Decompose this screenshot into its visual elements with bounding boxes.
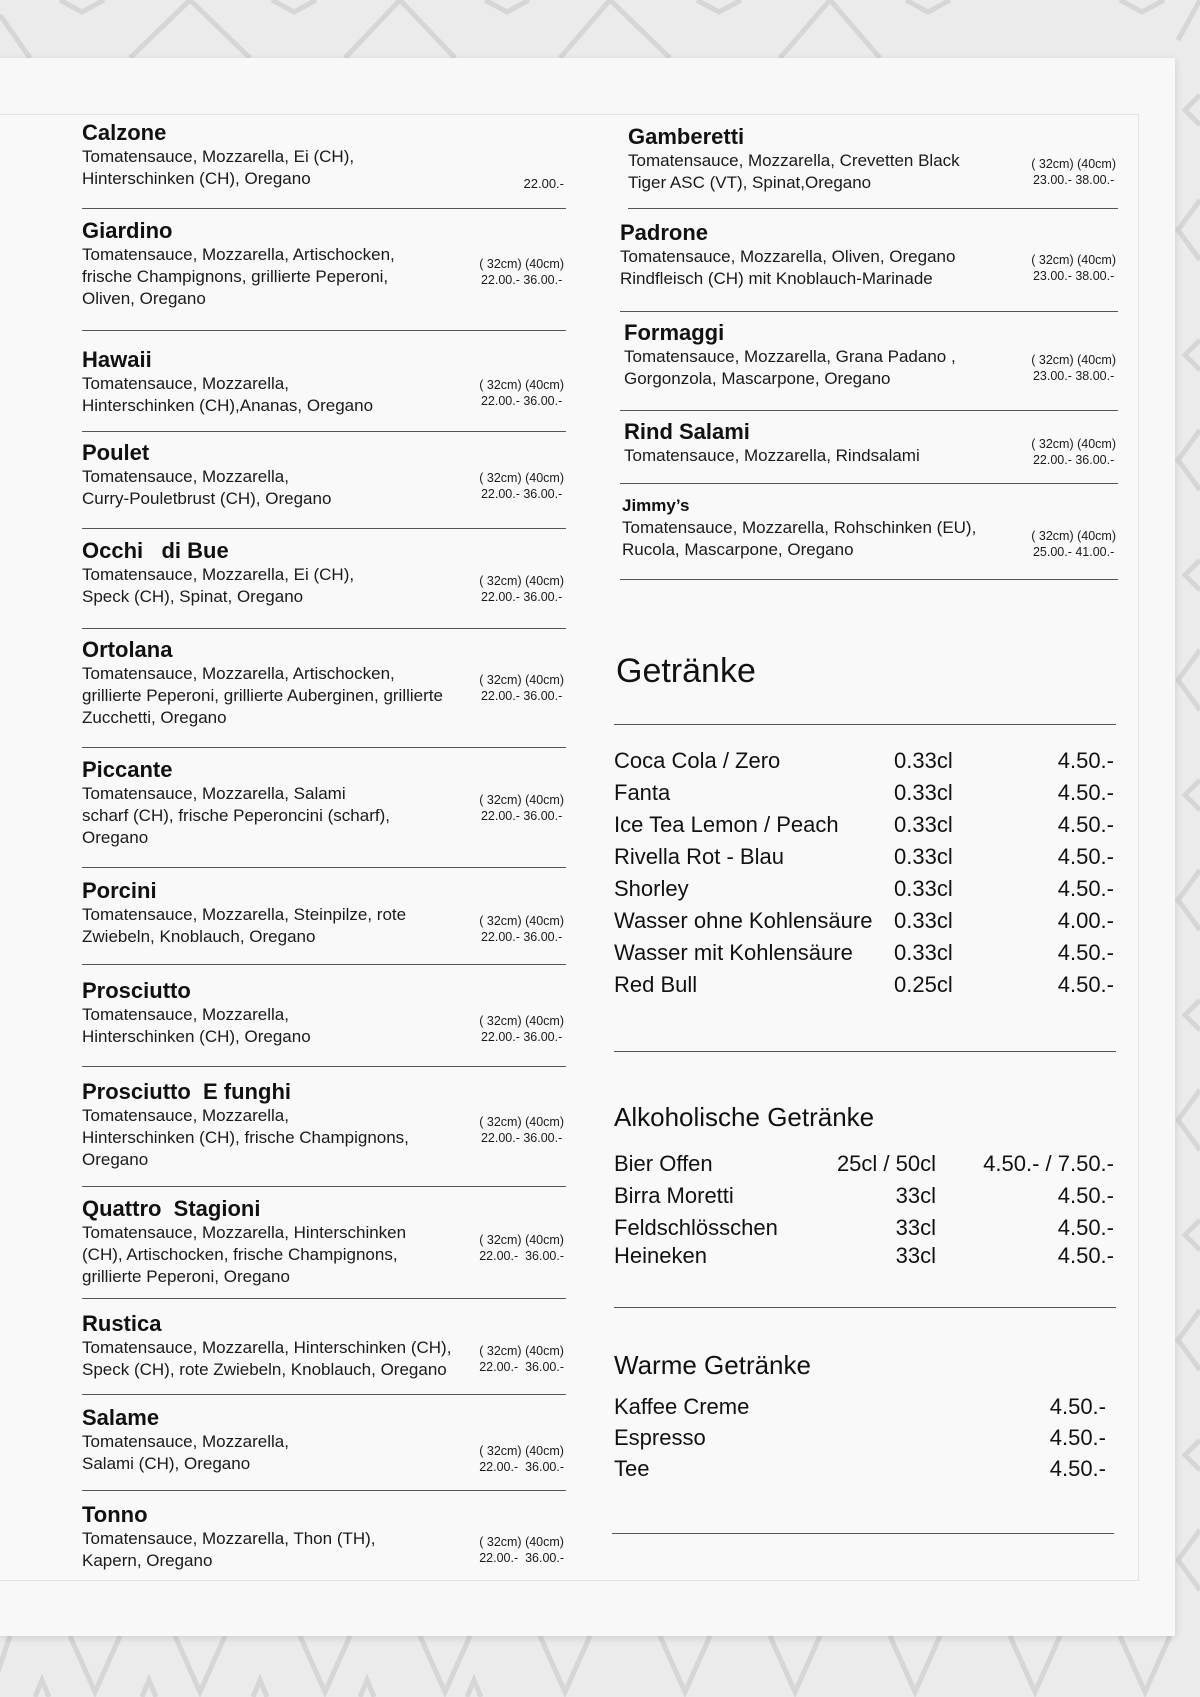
pizza-prices: 22.00.- 36.00.-	[480, 930, 563, 944]
pizza-prices: 22.00.- 36.00.-	[480, 394, 563, 408]
pizza-prices: 22.00.- 36.00.-	[479, 1460, 564, 1474]
pizza-description: Tomatensauce, Mozzarella, Hinterschinken (CH), frische Champignons, Oregano	[82, 1106, 409, 1169]
pizza-name: Rind Salami	[624, 419, 750, 444]
drink-name: Feldschlösschen	[614, 1215, 778, 1240]
pizza-name: Formaggi	[624, 320, 725, 345]
pizza-sizes: ( 32cm) (40cm)	[479, 1444, 564, 1458]
pizza-item	[82, 538, 566, 629]
drink-name: Kaffee Creme	[614, 1394, 750, 1419]
pizza-description: Tomatensauce, Mozzarella, Hinterschinken (CH), Speck (CH), rote Zwiebeln, Knoblauch, Oregano	[82, 1338, 452, 1379]
pizza-description: Tomatensauce, Mozzarella, Crevetten Black Tiger ASC (VT), Spinat,Oregano	[628, 151, 960, 192]
warm-drinks-heading: Warme Getränke	[614, 1350, 811, 1380]
pizza-price	[479, 377, 564, 409]
pizza-prices: 22.00.- 36.00.-	[479, 1249, 564, 1263]
pizza-name: Calzone	[82, 120, 167, 145]
pizza-sizes: ( 32cm) (40cm)	[479, 1233, 564, 1247]
drink-name: Fanta	[614, 780, 671, 805]
pizza-description: Tomatensauce, Mozzarella, Hinterschinken (CH),Ananas, Oregano	[82, 374, 374, 415]
drink-item	[614, 841, 1116, 873]
pizza-sizes: ( 32cm) (40cm)	[479, 1535, 564, 1549]
pizza-item	[82, 347, 566, 432]
pizza-item	[620, 495, 1118, 580]
drink-price: 4.50.-	[1057, 972, 1114, 997]
pizza-description: Tomatensauce, Mozzarella, Salami scharf (CH), frische Peperoncini (scharf), Oregano	[82, 784, 390, 847]
pizza-price: 22.00.-	[523, 176, 564, 191]
pizza-name: Prosciutto	[82, 978, 191, 1003]
drink-price: 4.50.- / 7.50.-	[983, 1151, 1114, 1176]
pizza-description: Tomatensauce, Mozzarella, Curry-Pouletbrust (CH), Oregano	[82, 467, 332, 508]
drink-name: Bier Offen	[614, 1151, 713, 1176]
pizza-name: Quattro Stagioni	[82, 1196, 261, 1221]
pizza-item	[82, 1311, 566, 1395]
drink-name: Red Bull	[614, 972, 698, 997]
divider	[612, 1533, 1114, 1534]
pizza-item	[82, 440, 566, 529]
drink-name: Coca Cola / Zero	[614, 748, 781, 773]
pizza-sizes: ( 32cm) (40cm)	[479, 471, 564, 485]
pizza-description: Tomatensauce, Mozzarella, Artischocken, frische Champignons, grillierte Peperoni, Oliven, Oregano	[82, 245, 395, 308]
pizza-name: Padrone	[620, 220, 709, 245]
drink-name: Tee	[614, 1456, 650, 1481]
drink-item	[614, 777, 1116, 809]
pizza-item	[628, 124, 1118, 209]
drink-item	[614, 809, 1116, 841]
pizza-item	[620, 320, 1118, 411]
pizza-price	[479, 1343, 564, 1375]
drink-volume: 0.25cl	[894, 972, 953, 997]
pizza-prices: 23.00.- 38.00.-	[1032, 173, 1115, 187]
pizza-name: Rustica	[82, 1311, 162, 1336]
drink-volume: 0.33cl	[894, 940, 953, 965]
pizza-description: Tomatensauce, Mozzarella, Ei (CH), Hinterschinken (CH), Oregano	[82, 147, 355, 188]
divider	[614, 724, 1116, 725]
divider	[614, 1051, 1116, 1052]
pizza-sizes: ( 32cm) (40cm)	[1031, 437, 1116, 451]
pizza-sizes: ( 32cm) (40cm)	[479, 1014, 564, 1028]
pizza-sizes: ( 32cm) (40cm)	[479, 574, 564, 588]
drink-volume: 33cl	[895, 1183, 936, 1208]
pizza-description: Tomatensauce, Mozzarella, Artischocken, grillierte Peperoni, grillierte Auberginen, grillierte Zucchetti, Oregano	[82, 664, 443, 727]
pizza-item	[82, 757, 566, 868]
drink-name: Espresso	[614, 1425, 706, 1450]
drink-volume: 0.33cl	[894, 780, 953, 805]
pizza-name: Tonno	[82, 1502, 148, 1527]
pizza-name: Ortolana	[82, 637, 173, 662]
drink-item	[614, 1422, 1116, 1454]
pizza-item	[82, 878, 566, 965]
drink-name: Wasser ohne Kohlensäure	[614, 908, 873, 933]
pizza-item	[82, 637, 566, 748]
pizza-price	[479, 470, 564, 502]
pizza-description: Tomatensauce, Mozzarella, Thon (TH), Kapern, Oregano	[82, 1529, 376, 1570]
pizza-description: Tomatensauce, Mozzarella, Grana Padano , Gorgonzola, Mascarpone, Oregano	[624, 347, 956, 388]
pizza-sizes: ( 32cm) (40cm)	[1031, 253, 1116, 267]
pizza-sizes: ( 32cm) (40cm)	[1031, 353, 1116, 367]
drink-item	[614, 745, 1116, 777]
pizza-item	[82, 218, 566, 331]
pizza-name: Giardino	[82, 218, 173, 243]
pizza-name: Hawaii	[82, 347, 152, 372]
pizza-description: Tomatensauce, Mozzarella, Ei (CH), Speck (CH), Spinat, Oregano	[82, 565, 355, 606]
drink-volume: 0.33cl	[894, 908, 953, 933]
pizza-price	[479, 672, 564, 704]
pizza-sizes: ( 32cm) (40cm)	[479, 1115, 564, 1129]
drink-price: 4.50.-	[1057, 780, 1114, 805]
drink-name: Rivella Rot - Blau	[614, 844, 784, 869]
drink-name: Wasser mit Kohlensäure	[614, 940, 853, 965]
drink-volume: 33cl	[895, 1215, 936, 1240]
drink-name: Birra Moretti	[614, 1183, 734, 1208]
pizza-prices: 23.00.- 38.00.-	[1032, 269, 1115, 283]
drink-volume: 0.33cl	[894, 844, 953, 869]
pizza-prices: 22.00.- 36.00.-	[480, 1131, 563, 1145]
pizza-prices: 25.00.- 41.00.-	[1032, 545, 1115, 559]
drinks-heading: Getränke	[616, 652, 756, 690]
drink-name: Ice Tea Lemon / Peach	[614, 812, 839, 837]
drink-item	[614, 969, 1116, 1001]
divider	[614, 1307, 1116, 1308]
pizza-description: Tomatensauce, Mozzarella, Salami (CH), Oregano	[82, 1432, 289, 1473]
pizza-sizes: ( 32cm) (40cm)	[479, 793, 564, 807]
drink-item	[614, 1148, 1116, 1180]
pizza-item	[82, 1079, 566, 1187]
drink-name: Heineken	[614, 1243, 707, 1268]
drink-volume: 0.33cl	[894, 876, 953, 901]
pizza-price	[1031, 252, 1116, 284]
drink-price: 4.50.-	[1057, 812, 1114, 837]
pizza-name: Salame	[82, 1405, 160, 1430]
pizza-description: Tomatensauce, Mozzarella, Rindsalami	[624, 446, 920, 465]
drink-item	[614, 1391, 1116, 1423]
drink-price: 4.50.-	[1057, 844, 1114, 869]
pizza-price	[479, 1013, 564, 1045]
pizza-sizes: ( 32cm) (40cm)	[479, 378, 564, 392]
pizza-prices: 23.00.- 38.00.-	[1032, 369, 1115, 383]
pizza-description: Tomatensauce, Mozzarella, Oliven, Oregano Rindfleisch (CH) mit Knoblauch-Marinade	[620, 247, 956, 288]
drink-volume: 0.33cl	[894, 748, 953, 773]
drink-price: 4.50.-	[1057, 1243, 1114, 1268]
pizza-prices: 22.00.- 36.00.-	[479, 1551, 564, 1565]
pizza-price	[1031, 352, 1116, 384]
drink-volume: 33cl	[895, 1243, 936, 1268]
pizza-sizes: ( 32cm) (40cm)	[479, 914, 564, 928]
drink-volume: 0.33cl	[894, 812, 953, 837]
pizza-item	[82, 1405, 566, 1491]
drink-item	[614, 1453, 1116, 1485]
drink-item	[614, 937, 1116, 969]
pizza-description: Tomatensauce, Mozzarella, Steinpilze, rote Zwiebeln, Knoblauch, Oregano	[82, 905, 407, 946]
pizza-price	[479, 1443, 564, 1475]
drink-volume: 25cl / 50cl	[836, 1151, 936, 1176]
pizza-description: Tomatensauce, Mozzarella, Hinterschinken (CH), Artischocken, frische Champignons, grillierte Peperoni, Oregano	[82, 1223, 407, 1286]
pizza-item	[82, 1196, 566, 1299]
pizza-item	[82, 120, 566, 209]
drink-price: 4.50.-	[1057, 1215, 1114, 1240]
pizza-sizes: ( 32cm) (40cm)	[1031, 157, 1116, 171]
pizza-name: Jimmy’s	[622, 496, 690, 515]
pizza-prices: 22.00.- 36.00.-	[480, 487, 563, 501]
pizza-price	[479, 256, 564, 288]
drink-item	[614, 873, 1116, 905]
pizza-prices: 22.00.- 36.00.-	[480, 689, 563, 703]
drink-item	[614, 1180, 1116, 1212]
pizza-item	[82, 978, 566, 1067]
drink-name: Shorley	[614, 876, 689, 901]
pizza-prices: 22.00.- 36.00.-	[1032, 453, 1115, 467]
pizza-price	[479, 1232, 564, 1264]
pizza-item	[82, 1502, 566, 1572]
pizza-sizes: ( 32cm) (40cm)	[479, 1344, 564, 1358]
drink-price: 4.50.-	[1057, 876, 1114, 901]
drink-item	[614, 1240, 1116, 1272]
pizza-name: Poulet	[82, 440, 150, 465]
drink-price: 4.00.-	[1057, 908, 1114, 933]
pizza-name: Piccante	[82, 757, 173, 782]
pizza-prices: 22.00.- 36.00.-	[480, 809, 563, 823]
pizza-name: Gamberetti	[628, 124, 745, 149]
pizza-prices: 22.00.- 36.00.-	[480, 1030, 563, 1044]
pizza-price	[479, 792, 564, 824]
pizza-item	[620, 220, 1118, 312]
drink-item	[614, 905, 1116, 937]
pizza-price	[479, 1114, 564, 1146]
drink-price: 4.50.-	[1049, 1425, 1106, 1450]
pizza-prices: 22.00.- 36.00.-	[480, 273, 563, 287]
pizza-price	[1031, 528, 1116, 560]
drink-price: 4.50.-	[1049, 1394, 1106, 1419]
pizza-item	[620, 419, 1118, 484]
alcoholic-drinks-heading: Alkoholische Getränke	[614, 1102, 875, 1132]
pizza-sizes: ( 32cm) (40cm)	[479, 673, 564, 687]
pizza-sizes: ( 32cm) (40cm)	[1031, 529, 1116, 543]
drink-price: 4.50.-	[1057, 748, 1114, 773]
pizza-name: Porcini	[82, 878, 157, 903]
pizza-description: Tomatensauce, Mozzarella, Rohschinken (EU), Rucola, Mascarpone, Oregano	[622, 518, 977, 559]
pizza-name: Prosciutto E funghi	[82, 1079, 291, 1104]
drink-price: 4.50.-	[1049, 1456, 1106, 1481]
pizza-price	[479, 1534, 564, 1566]
pizza-prices: 22.00.- 36.00.-	[480, 590, 563, 604]
pizza-price	[479, 573, 564, 605]
pizza-price	[1031, 436, 1116, 468]
pizza-sizes: ( 32cm) (40cm)	[479, 257, 564, 271]
pizza-price	[1031, 156, 1116, 188]
drink-price: 4.50.-	[1057, 940, 1114, 965]
pizza-price	[479, 913, 564, 945]
pizza-description: Tomatensauce, Mozzarella, Hinterschinken (CH), Oregano	[82, 1005, 311, 1046]
pizza-name: Occhi di Bue	[82, 538, 229, 563]
drink-price: 4.50.-	[1057, 1183, 1114, 1208]
pizza-prices: 22.00.- 36.00.-	[479, 1360, 564, 1374]
